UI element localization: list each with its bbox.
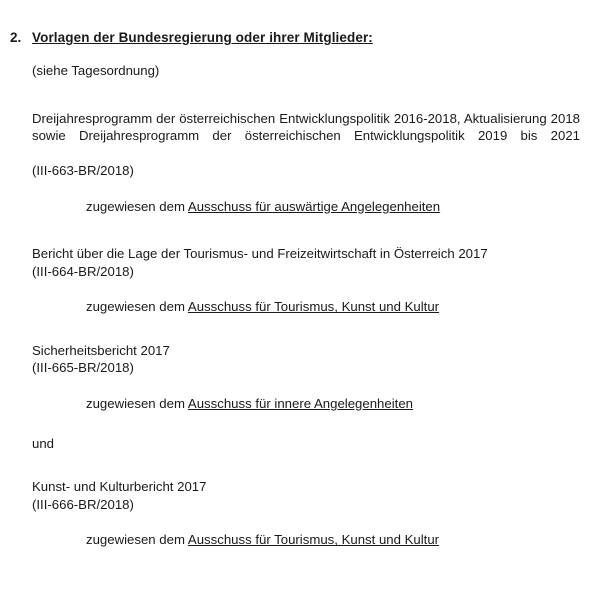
assignment-prefix: zugewiesen dem: [86, 198, 185, 214]
assignment-prefix: zugewiesen dem: [86, 532, 185, 548]
spacer: [32, 316, 580, 342]
committee-name: Ausschuss für Tourismus, Kunst und Kultur: [187, 532, 440, 548]
spacer: [32, 413, 580, 435]
committee-name: Ausschuss für auswärtige Angelegenheiten: [187, 198, 441, 214]
document-entry: [32, 342, 580, 413]
entry-reference: (III-663-BR/2018): [32, 163, 134, 179]
committee-name: Ausschuss für innere Angelegenheiten: [187, 396, 413, 412]
entry-title: Bericht über die Lage der Tourismus- und Freizeitwirtschaft in Österreich 2017: [32, 246, 488, 262]
conjunction-text: und: [32, 435, 55, 451]
spacer: [32, 215, 580, 245]
spacer: [32, 452, 580, 478]
assignment-prefix: zugewiesen dem: [86, 299, 185, 315]
entry-title: Sicherheitsbericht 2017: [32, 342, 170, 358]
section-number: 2.: [10, 30, 22, 45]
assignment-prefix: zugewiesen dem: [86, 396, 185, 412]
document-entry: [32, 110, 580, 216]
entry-title: Dreijahresprogramm der österreichischen Entwicklungspolitik 2016-2018, Aktualisierung 2018 sowie Dreijahresprogramm der österreichischen Entwicklungspolitik 2019 bis 2021: [32, 110, 580, 144]
entry-assignment: [86, 298, 580, 316]
entry-assignment: [86, 198, 580, 216]
entry-reference: (III-664-BR/2018): [32, 263, 134, 279]
entry-reference: (III-665-BR/2018): [32, 360, 134, 376]
entry-assignment: [86, 531, 580, 549]
entry-assignment: [86, 395, 580, 413]
document-entry: [32, 478, 580, 549]
document-entry: [32, 245, 580, 316]
document-body: [32, 62, 580, 549]
section-heading: [10, 30, 606, 47]
committee-name: Ausschuss für Tourismus, Kunst und Kultur: [187, 299, 440, 315]
agenda-note: (siehe Tagesordnung): [32, 63, 160, 78]
entry-title: Kunst- und Kulturbericht 2017: [32, 479, 207, 495]
entry-reference: (III-666-BR/2018): [32, 496, 134, 512]
section-title: Vorlagen der Bundesregierung oder ihrer Mitglieder:: [32, 30, 373, 45]
